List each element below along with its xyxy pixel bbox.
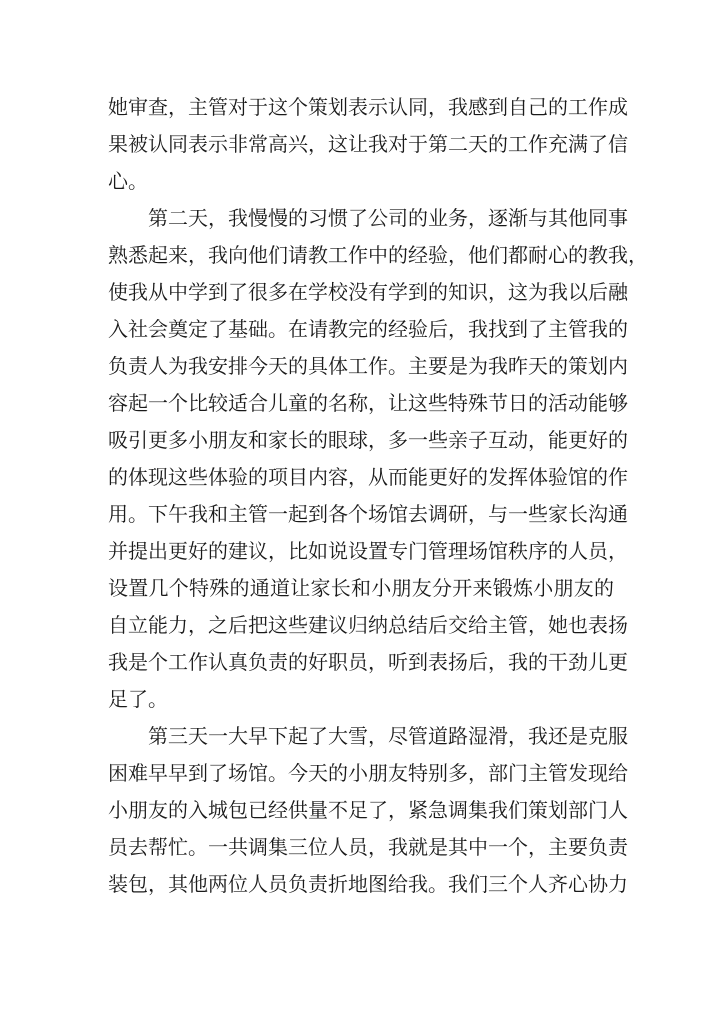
text-line: 我是个工作认真负责的好职员，听到表扬后，我的干劲儿更: [108, 650, 628, 674]
text-line: 熟悉起来，我向他们请教工作中的经验，他们都耐心的教我，: [108, 243, 648, 267]
text-line: 困难早早到了场馆。今天的小朋友特别多，部门主管发现给: [108, 761, 628, 785]
text-line: 的体现这些体验的项目内容，从而能更好的发挥体验馆的作: [108, 465, 628, 489]
text-line: 员去帮忙。一共调集三位人员，我就是其中一个，主要负责: [108, 835, 628, 859]
text-line: 入社会奠定了基础。在请教完的经验后，我找到了主管我的: [108, 317, 628, 341]
text-line: 并提出更好的建议，比如说设置专门管理场馆秩序的人员，: [108, 539, 628, 563]
text-line: 装包，其他两位人员负责折地图给我。我们三个人齐心协力: [108, 872, 628, 896]
text-line: 足了。: [108, 687, 168, 711]
paragraph-first-line: 第二天，我慢慢的习惯了公司的业务，逐渐与其他同事: [148, 206, 628, 230]
text-line: 容起一个比较适合儿童的名称，让这些特殊节日的活动能够: [108, 391, 628, 415]
text-line: 她审查，主管对于这个策划表示认同，我感到自己的工作成: [108, 95, 628, 119]
text-line: 果被认同表示非常高兴，这让我对于第二天的工作充满了信: [108, 132, 628, 156]
text-line: 心。: [108, 169, 148, 193]
text-line: 吸引更多小朋友和家长的眼球，多一些亲子互动，能更好的: [108, 428, 628, 452]
paragraph-first-line: 第三天一大早下起了大雪，尽管道路湿滑，我还是克服: [148, 724, 628, 748]
text-line: 自立能力，之后把这些建议归纳总结后交给主管，她也表扬: [108, 613, 628, 637]
text-line: 使我从中学到了很多在学校没有学到的知识，这为我以后融: [108, 280, 628, 304]
text-line: 负责人为我安排今天的具体工作。主要是为我昨天的策划内: [108, 354, 628, 378]
text-line: 小朋友的入城包已经供量不足了，紧急调集我们策划部门人: [108, 798, 628, 822]
text-line: 设置几个特殊的通道让家长和小朋友分开来锻炼小朋友的: [108, 576, 614, 600]
text-line: 用。下午我和主管一起到各个场馆去调研，与一些家长沟通: [108, 502, 628, 526]
